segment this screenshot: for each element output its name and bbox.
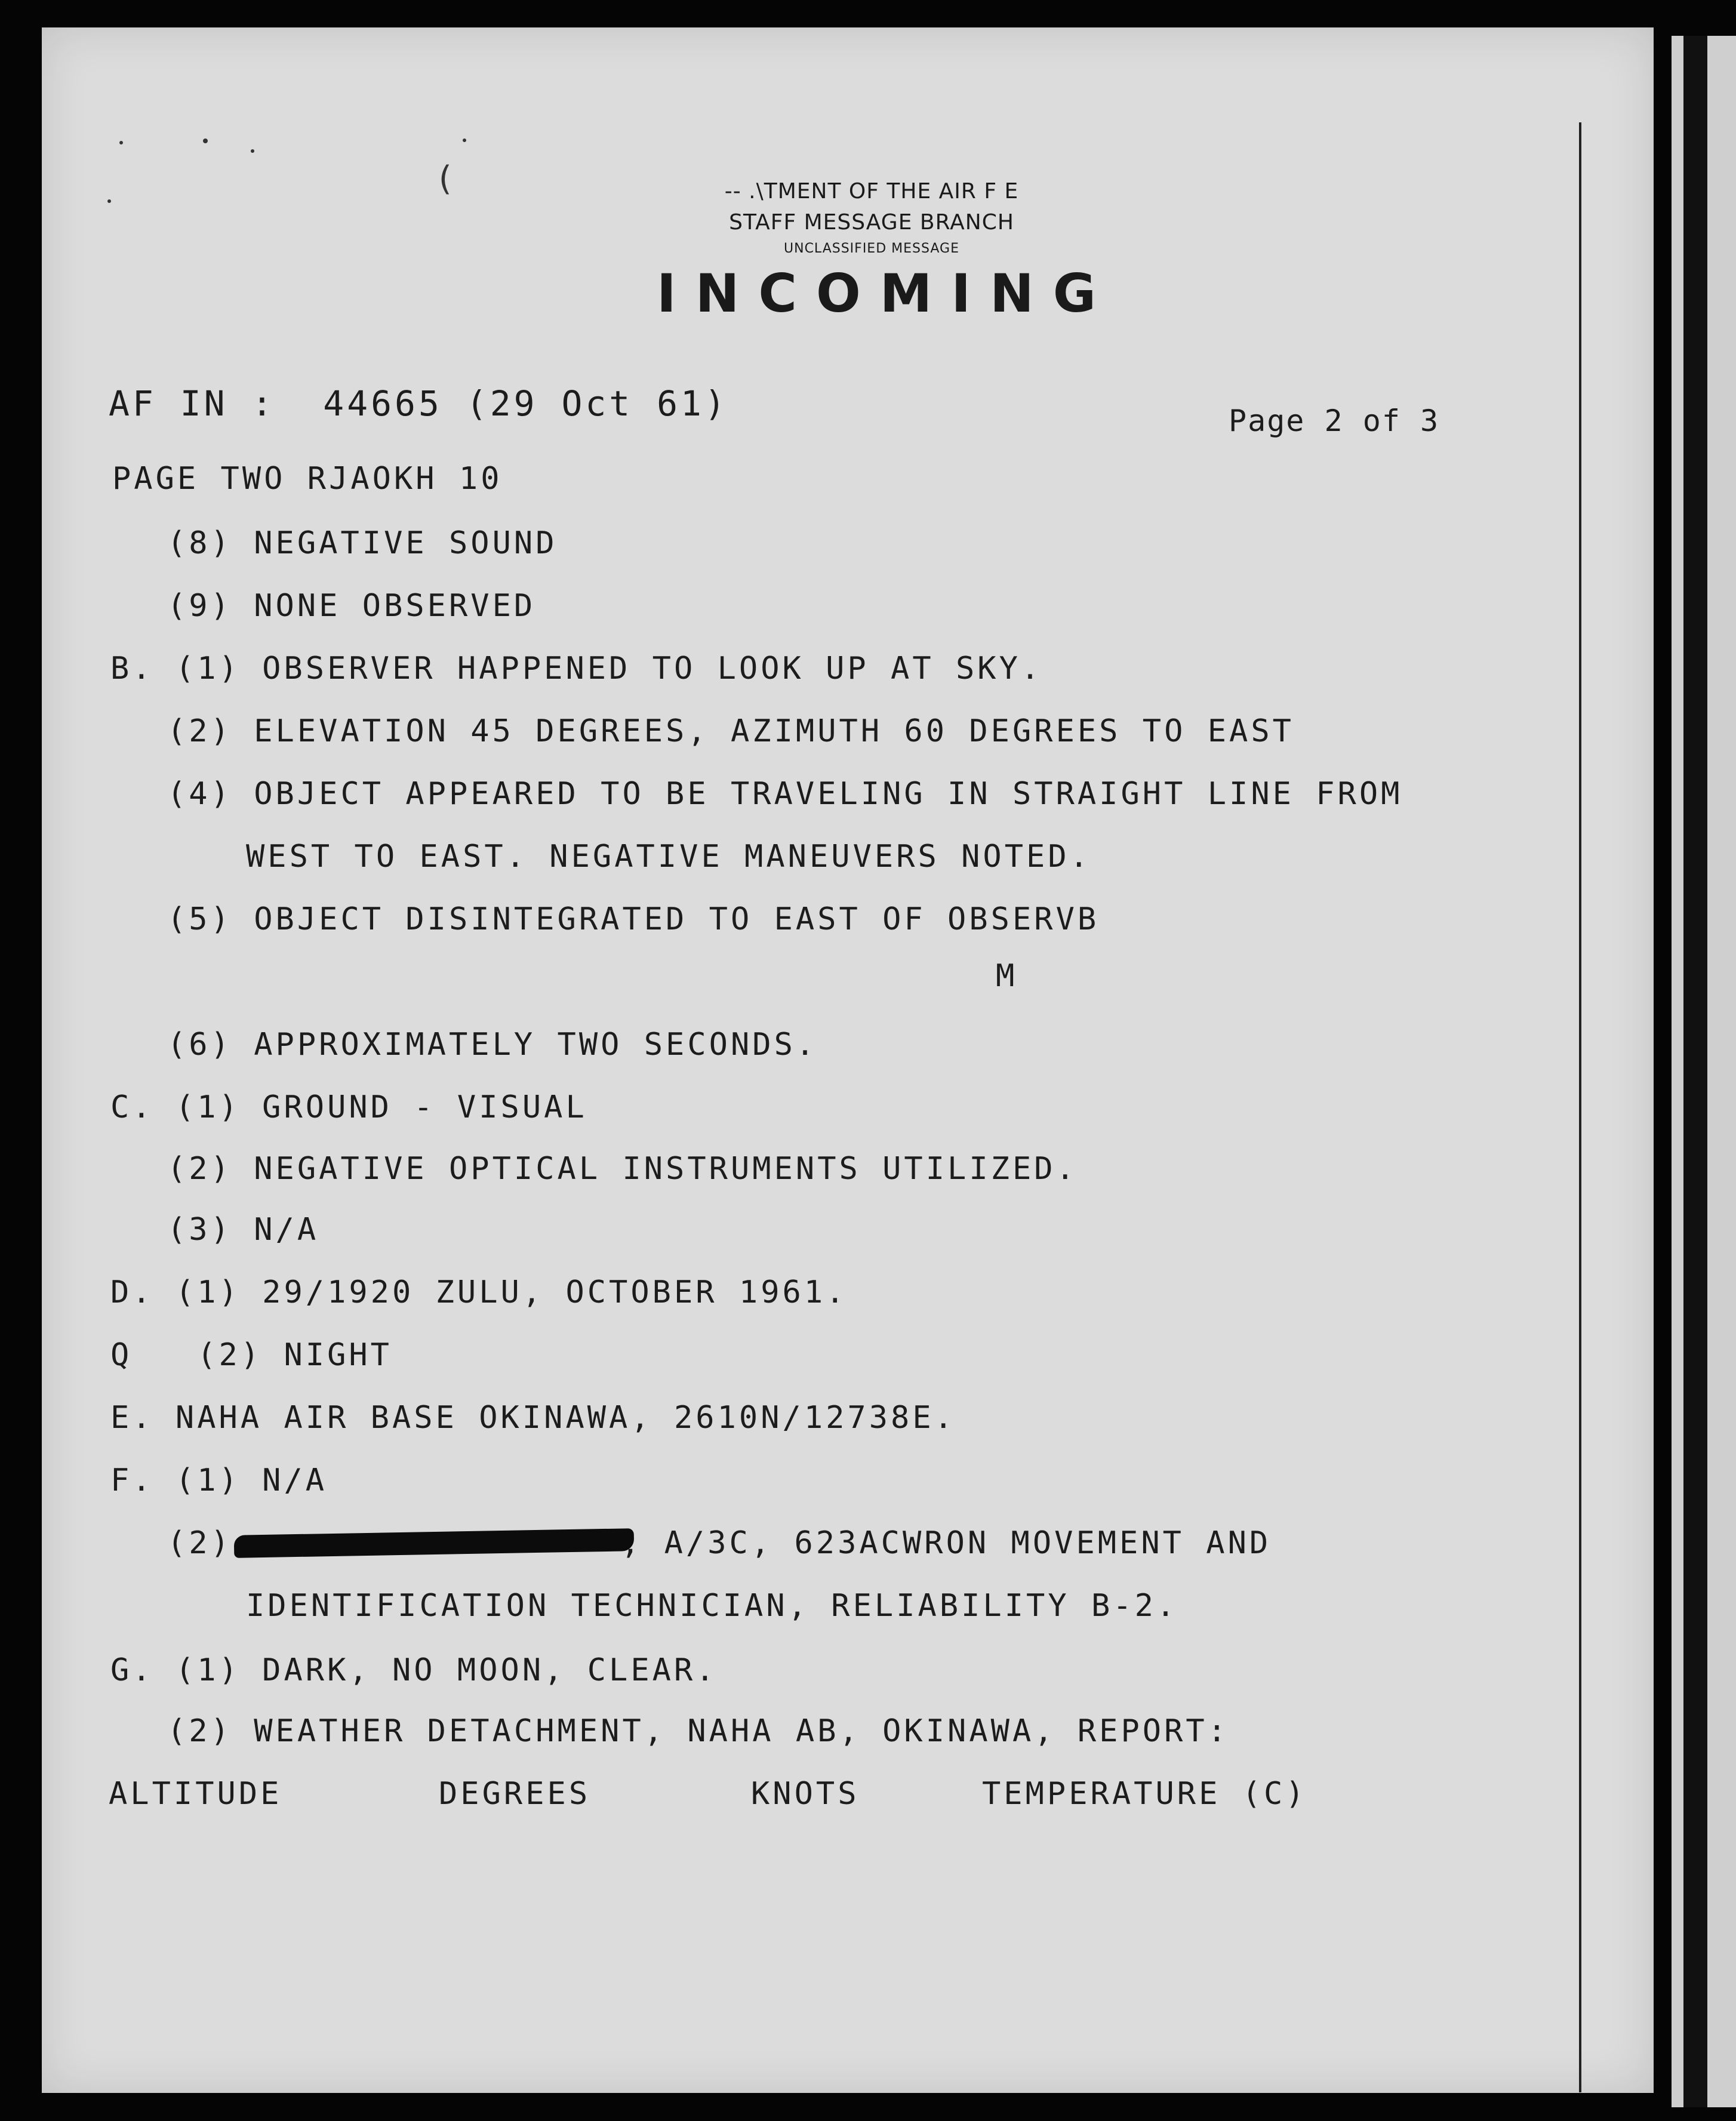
stray-mark: ( bbox=[435, 159, 458, 198]
message-line: (6) APPROXIMATELY TWO SECONDS. bbox=[167, 1027, 818, 1063]
message-line: D. (1) 29/1920 ZULU, OCTOBER 1961. bbox=[110, 1275, 848, 1310]
dust-speck bbox=[203, 138, 208, 143]
message-line: E. NAHA AIR BASE OKINAWA, 2610N/12738E. bbox=[110, 1400, 956, 1436]
dust-speck bbox=[463, 138, 466, 142]
message-line: C. (1) GROUND - VISUAL bbox=[110, 1089, 587, 1125]
page-indicator: Page 2 of 3 bbox=[1229, 404, 1440, 438]
table-header-altitude: ALTITUDE bbox=[109, 1776, 282, 1812]
message-line: (2) ELEVATION 45 DEGREES, AZIMUTH 60 DEGREES TO EAST bbox=[167, 713, 1294, 749]
message-line: (3) N/A bbox=[167, 1212, 319, 1248]
dept-header: -- .\TMENT OF THE AIR F E bbox=[724, 179, 1019, 204]
message-line: M bbox=[996, 958, 1018, 994]
message-line: (4) OBJECT APPEARED TO BE TRAVELING IN STRAIGHT LINE FROM bbox=[167, 776, 1403, 812]
message-line: (8) NEGATIVE SOUND bbox=[167, 525, 558, 561]
message-line: , A/3C, 623ACWRON MOVEMENT AND bbox=[621, 1525, 1272, 1561]
message-line: Q (2) NIGHT bbox=[110, 1337, 392, 1373]
message-line: (5) OBJECT DISINTEGRATED TO EAST OF OBSERVB bbox=[167, 901, 1100, 937]
message-type-title: INCOMING bbox=[657, 263, 1115, 324]
message-line: WEST TO EAST. NEGATIVE MANEUVERS NOTED. bbox=[246, 839, 1091, 875]
message-line: (9) NONE OBSERVED bbox=[167, 588, 536, 624]
message-line: F. (1) N/A bbox=[110, 1463, 328, 1498]
table-header-temperature: TEMPERATURE (C) bbox=[982, 1776, 1307, 1812]
message-line: (2) bbox=[167, 1525, 232, 1561]
branch-header: STAFF MESSAGE BRANCH bbox=[729, 210, 1014, 235]
page-gap-shadow bbox=[1683, 36, 1707, 2107]
fold-line bbox=[1579, 122, 1581, 2092]
dust-speck bbox=[107, 199, 111, 203]
message-line: IDENTIFICATION TECHNICIAN, RELIABILITY B-2. bbox=[246, 1588, 1178, 1624]
af-in-number: AF IN : 44665 (29 Oct 61) bbox=[109, 383, 728, 424]
message-line: (2) WEATHER DETACHMENT, NAHA AB, OKINAWA, REPORT: bbox=[167, 1713, 1230, 1749]
dust-speck bbox=[119, 141, 123, 144]
table-header-knots: KNOTS bbox=[751, 1776, 860, 1812]
classification-label: UNCLASSIFIED MESSAGE bbox=[784, 241, 959, 256]
message-line: B. (1) OBSERVER HAPPENED TO LOOK UP AT SKY. bbox=[110, 651, 1043, 687]
table-header-degrees: DEGREES bbox=[439, 1776, 591, 1812]
message-line: PAGE TWO RJAOKH 10 bbox=[112, 461, 503, 497]
message-line: G. (1) DARK, NO MOON, CLEAR. bbox=[110, 1652, 718, 1688]
dust-speck bbox=[251, 149, 254, 153]
message-line: (2) NEGATIVE OPTICAL INSTRUMENTS UTILIZED. bbox=[167, 1151, 1078, 1187]
